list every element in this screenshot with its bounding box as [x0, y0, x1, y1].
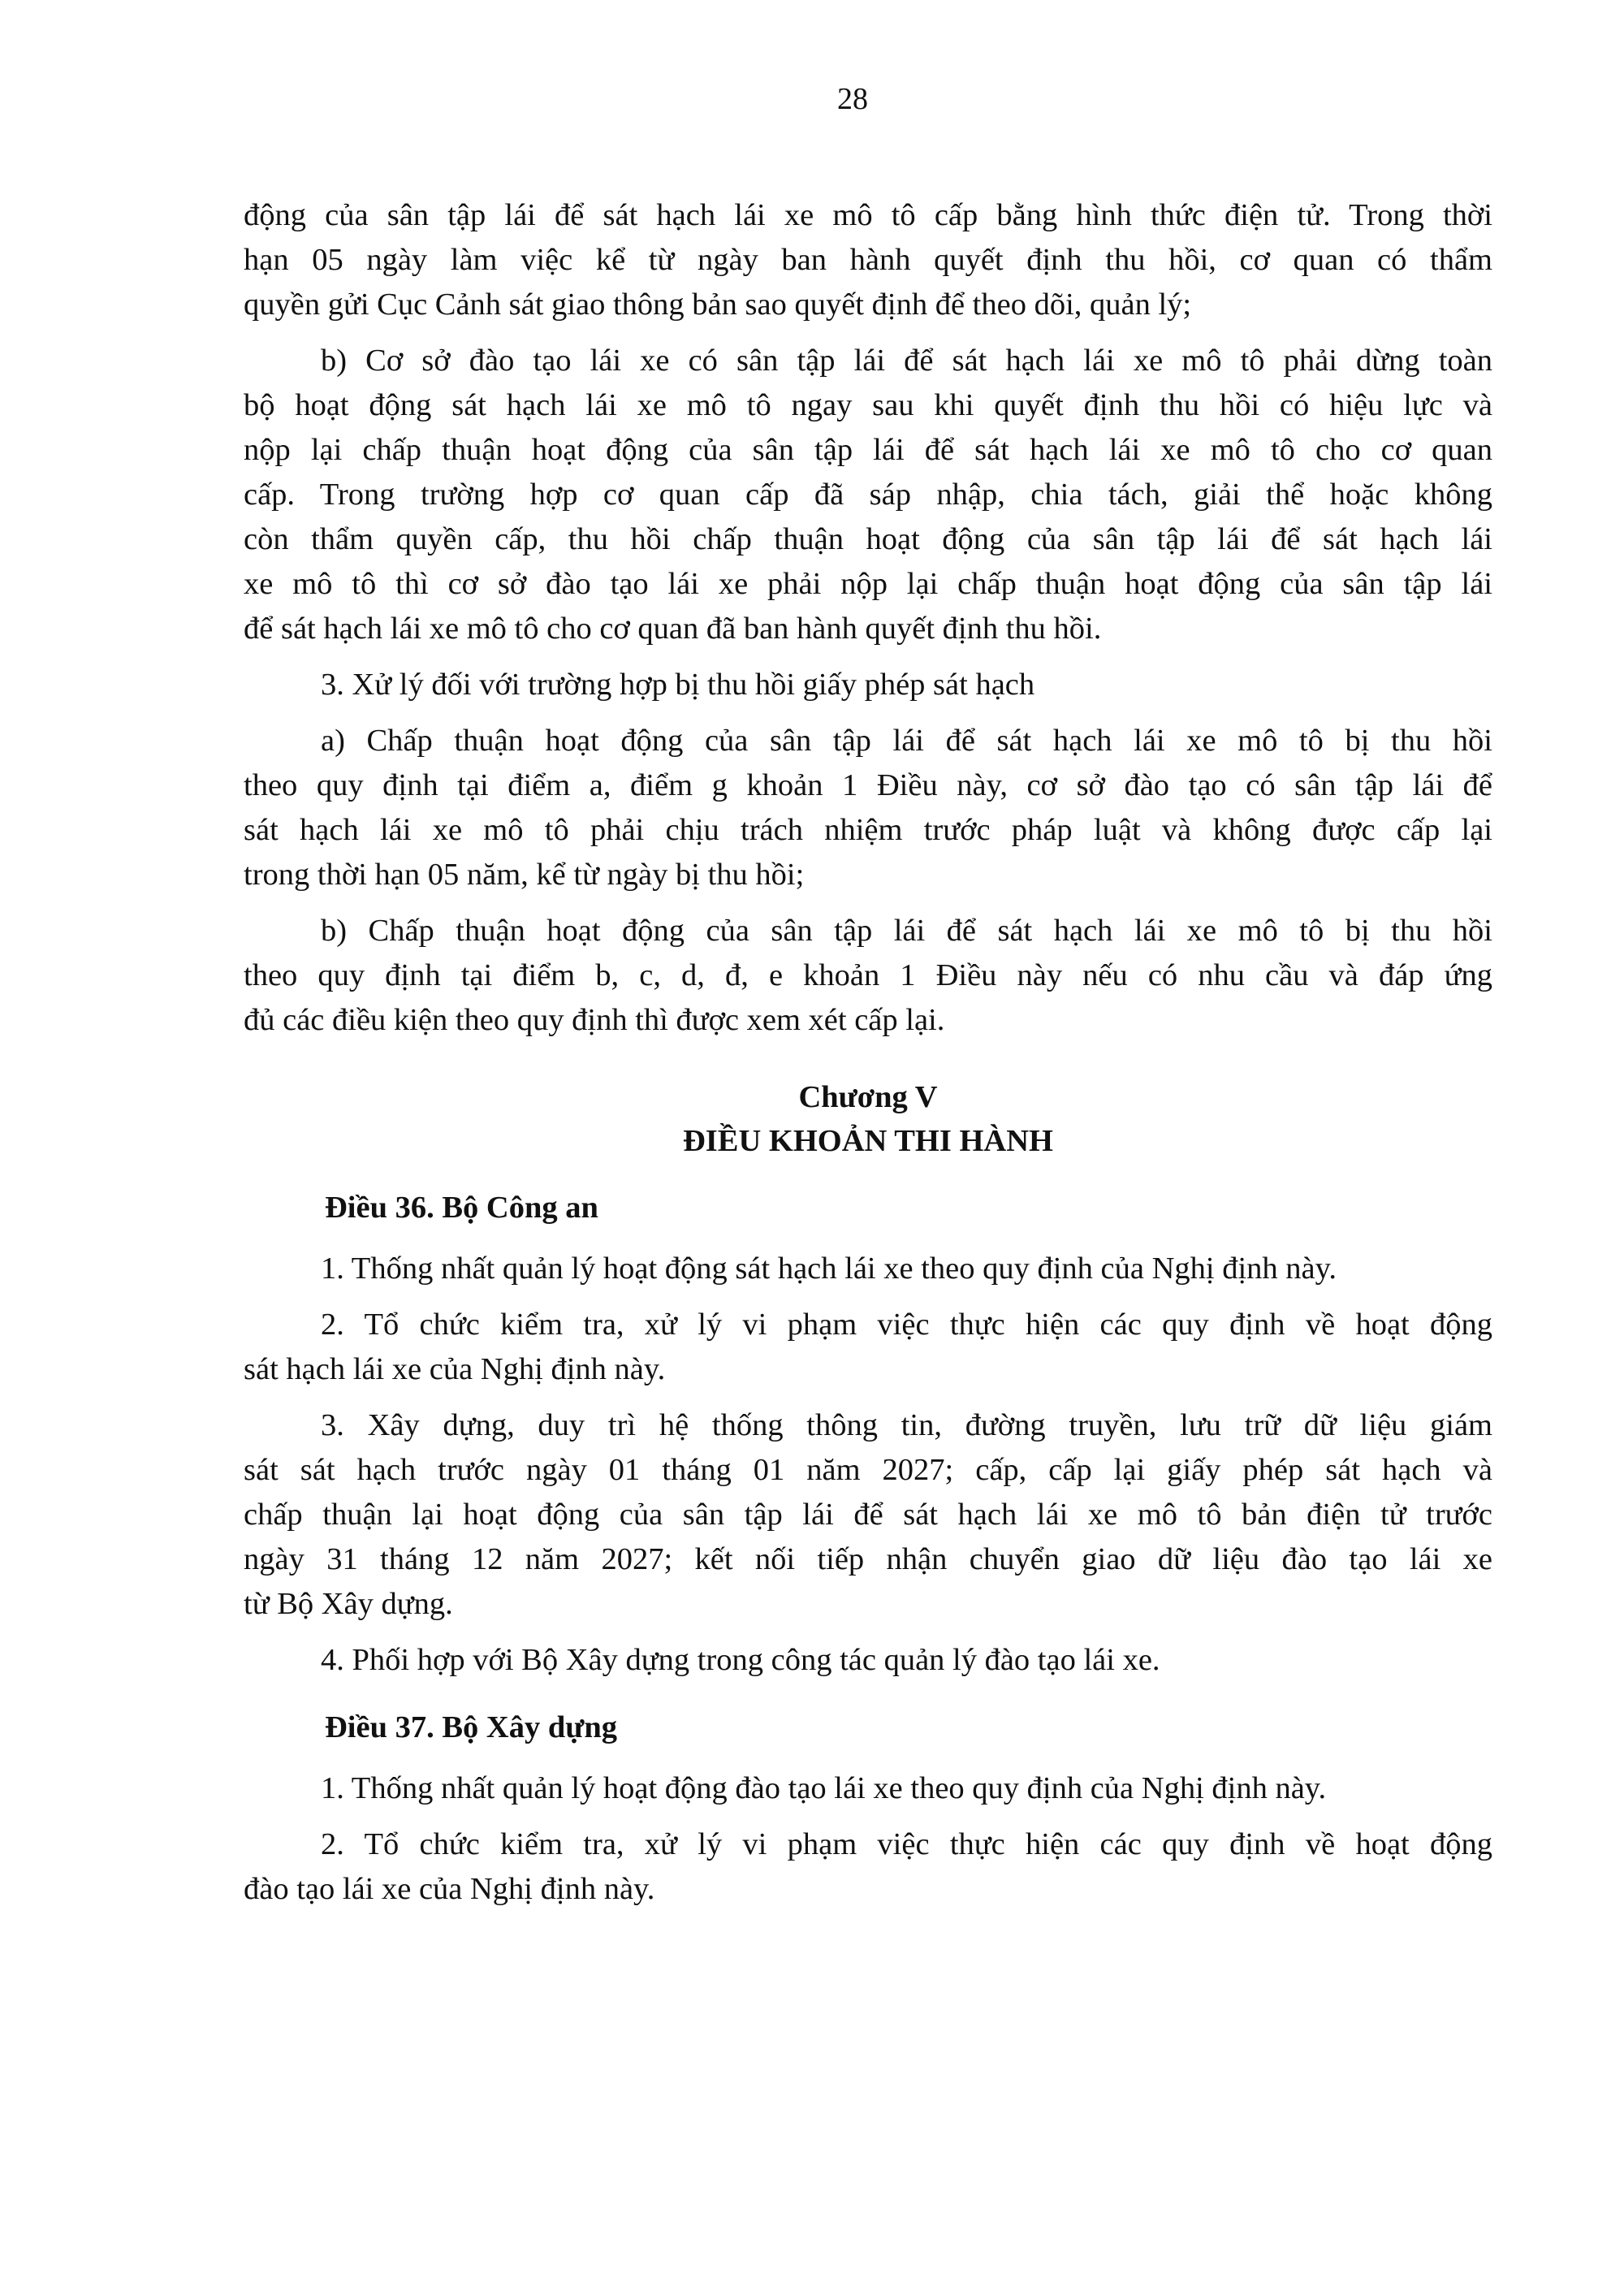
text-line: trong thời hạn 05 năm, kể từ ngày bị thu hồi; [244, 858, 805, 892]
text-line: 1. Thống nhất quản lý hoạt động đào tạo lái xe theo quy định của Nghị định này. [321, 1771, 1327, 1805]
document-body [244, 193, 1492, 1923]
paragraph-continuation [244, 193, 1492, 327]
article-36-item-1 [244, 1247, 1492, 1291]
text-line: b) Cơ sở đào tạo lái xe có sân tập lái để sát hạch lái xe mô tô phải dừng toàn [321, 344, 1492, 378]
article-36-item-3 [244, 1403, 1492, 1627]
text-line: theo quy định tại điểm a, điểm g khoản 1 Điều này, cơ sở đào tạo có sân tập lái để [244, 768, 1492, 802]
text-line: để sát hạch lái xe mô tô cho cơ quan đã ban hành quyết định thu hồi. [244, 612, 1102, 646]
chapter-title: ĐIỀU KHOẢN THI HÀNH [682, 1124, 1053, 1158]
text-line: 4. Phối hợp với Bộ Xây dựng trong công tác quản lý đào tạo lái xe. [321, 1643, 1160, 1677]
text-line: chấp thuận lại hoạt động của sân tập lái để sát hạch lái xe mô tô bản điện tử trước [244, 1498, 1492, 1532]
text-line: sát hạch lái xe của Nghị định này. [244, 1352, 666, 1386]
text-line: 2. Tổ chức kiểm tra, xử lý vi phạm việc thực hiện các quy định về hoạt động [321, 1308, 1492, 1342]
article-36-title: Điều 36. Bộ Công an [325, 1191, 598, 1225]
paragraph-clause-3 [244, 663, 1492, 707]
text-line: hạn 05 ngày làm việc kể từ ngày ban hành quyết định thu hồi, cơ quan có thẩm [244, 243, 1492, 277]
text-line: từ Bộ Xây dựng. [244, 1587, 453, 1621]
paragraph-point-b [244, 339, 1492, 651]
text-line: 1. Thống nhất quản lý hoạt động sát hạch lái xe theo quy định của Nghị định này. [321, 1251, 1337, 1286]
text-line: 3. Xây dựng, duy trì hệ thống thông tin, đường truyền, lưu trữ dữ liệu giám [321, 1408, 1492, 1442]
article-36-item-4 [244, 1638, 1492, 1683]
text-line: cấp. Trong trường hợp cơ quan cấp đã sáp nhập, chia tách, giải thể hoặc không [244, 478, 1492, 512]
article-37-item-1 [244, 1766, 1492, 1811]
text-line: ngày 31 tháng 12 năm 2027; kết nối tiếp nhận chuyển giao dữ liệu đào tạo lái xe [244, 1542, 1492, 1576]
text-line: sát hạch lái xe mô tô phải chịu trách nhiệm trước pháp luật và không được cấp lại [244, 813, 1492, 847]
chapter-label: Chương V [798, 1080, 938, 1114]
text-line: 3. Xử lý đối với trường hợp bị thu hồi giấy phép sát hạch [321, 668, 1035, 702]
article-36-item-2 [244, 1303, 1492, 1392]
text-line: còn thẩm quyền cấp, thu hồi chấp thuận hoạt động của sân tập lái để sát hạch lái [244, 522, 1492, 556]
text-line: đủ các điều kiện theo quy định thì được xem xét cấp lại. [244, 1003, 945, 1037]
chapter-heading [244, 1075, 1492, 1163]
text-line: động của sân tập lái để sát hạch lái xe mô tô cấp bằng hình thức điện tử. Trong thời [244, 198, 1492, 232]
text-line: quyền gửi Cục Cảnh sát giao thông bản sao quyết định để theo dõi, quản lý; [244, 287, 1192, 322]
text-line: đào tạo lái xe của Nghị định này. [244, 1872, 655, 1906]
text-line: xe mô tô thì cơ sở đào tạo lái xe phải nộp lại chấp thuận hoạt động của sân tập lái [244, 567, 1492, 601]
paragraph-point-a [244, 719, 1492, 897]
page-number: 28 [837, 82, 868, 116]
text-line: nộp lại chấp thuận hoạt động của sân tập lái để sát hạch lái xe mô tô cho cơ quan [244, 433, 1492, 467]
article-37-item-2 [244, 1822, 1492, 1912]
text-line: 2. Tổ chức kiểm tra, xử lý vi phạm việc thực hiện các quy định về hoạt động [321, 1827, 1492, 1861]
paragraph-point-b-2 [244, 909, 1492, 1043]
text-line: b) Chấp thuận hoạt động của sân tập lái để sát hạch lái xe mô tô bị thu hồi [321, 914, 1492, 948]
text-line: sát sát hạch trước ngày 01 tháng 01 năm 2027; cấp, cấp lại giấy phép sát hạch và [244, 1453, 1492, 1487]
article-37-title: Điều 37. Bộ Xây dựng [325, 1710, 618, 1744]
text-line: a) Chấp thuận hoạt động của sân tập lái để sát hạch lái xe mô tô bị thu hồi [321, 724, 1492, 758]
text-line: bộ hoạt động sát hạch lái xe mô tô ngay sau khi quyết định thu hồi có hiệu lực và [244, 388, 1492, 422]
text-line: theo quy định tại điểm b, c, d, đ, e khoản 1 Điều này nếu có nhu cầu và đáp ứng [244, 958, 1492, 992]
